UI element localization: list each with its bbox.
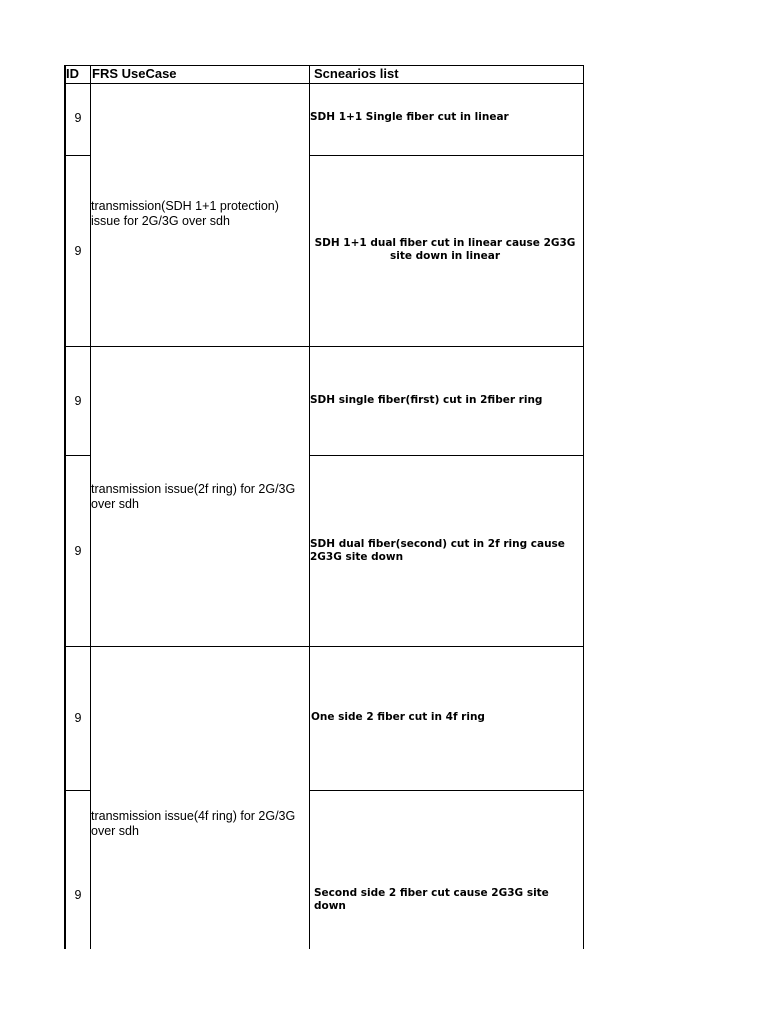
usecase-2f-ring: transmission issue(2f ring) for 2G/3G over sdh: [91, 482, 296, 511]
grid-line: [64, 155, 91, 156]
grid-line: [309, 455, 584, 456]
usecase-4f-ring: transmission issue(4f ring) for 2G/3G over sdh: [91, 809, 296, 838]
scenario-1: SDH 1+1 Single fiber cut in linear: [310, 111, 509, 123]
usecase-sdh-1plus1: transmission(SDH 1+1 protection) issue for 2G/3G over sdh: [91, 199, 279, 228]
grid-line: [64, 65, 584, 66]
row-id-4: 9: [74, 544, 82, 558]
header-id: ID: [66, 66, 79, 81]
scenario-5: One side 2 fiber cut in 4f ring: [311, 711, 485, 723]
scenario-6: Second side 2 fiber cut cause 2G3G site down: [314, 887, 549, 912]
grid-line: [309, 790, 584, 791]
row-id-6: 9: [74, 888, 82, 902]
row-id-5: 9: [74, 711, 82, 725]
grid-line: [64, 346, 584, 347]
grid-line: [64, 790, 91, 791]
grid-line: [64, 83, 584, 84]
row-id-1: 9: [74, 111, 82, 125]
grid-line: [309, 155, 584, 156]
grid-line: [64, 646, 584, 647]
grid-line: [64, 455, 91, 456]
scenario-4: SDH dual fiber(second) cut in 2f ring cause 2G3G site down: [310, 538, 565, 563]
row-id-3: 9: [74, 394, 82, 408]
grid-line: [583, 65, 584, 949]
header-scenarios: Scnearios list: [314, 66, 399, 81]
scenario-3: SDH single fiber(first) cut in 2fiber ring: [310, 394, 543, 406]
grid-line: [309, 65, 310, 949]
grid-line: [90, 65, 91, 949]
header-usecase: FRS UseCase: [92, 66, 177, 81]
row-id-2: 9: [74, 244, 82, 258]
scenario-2: SDH 1+1 dual fiber cut in linear cause 2G3G site down in linear: [314, 237, 576, 262]
grid-line: [64, 65, 66, 949]
